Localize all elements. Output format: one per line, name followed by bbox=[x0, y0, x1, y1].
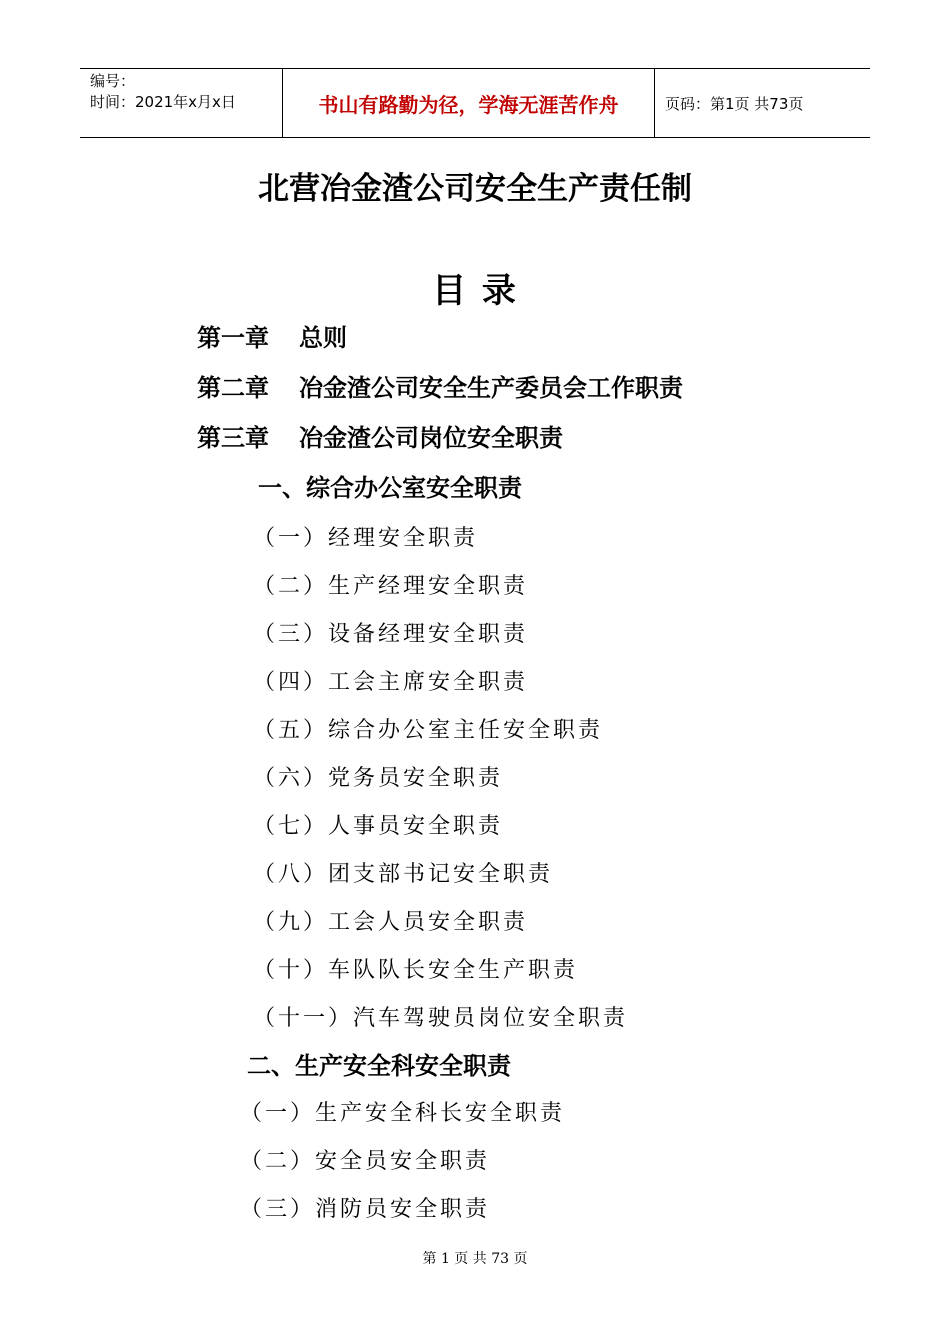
toc-chapter-3[interactable] bbox=[197, 418, 563, 453]
toc-item[interactable]: （十）车队队长安全生产职责 bbox=[253, 958, 579, 983]
toc-chapter-2[interactable] bbox=[197, 368, 683, 403]
header-left-cell bbox=[80, 69, 282, 137]
toc-item[interactable]: （三）消防员安全职责 bbox=[240, 1197, 491, 1222]
chapter-title: 冶金渣公司安全生产委员会工作职责 bbox=[299, 374, 683, 402]
toc-item[interactable]: （七）人事员安全职责 bbox=[253, 814, 504, 839]
chapter-number: 第二章 bbox=[197, 374, 269, 402]
header-table bbox=[80, 68, 870, 138]
page-footer: 第 1 页 共 73 页 bbox=[422, 1251, 528, 1267]
toc-section-1[interactable]: 一、综合办公室安全职责 bbox=[258, 474, 522, 502]
toc-item[interactable]: （十一）汽车驾驶员岗位安全职责 bbox=[253, 1006, 629, 1031]
toc-item[interactable]: （四）工会主席安全职责 bbox=[253, 670, 529, 695]
toc-chapter-1[interactable] bbox=[197, 318, 347, 353]
toc-item[interactable]: （五）综合办公室主任安全职责 bbox=[253, 718, 604, 743]
toc-item[interactable]: （一）生产安全科长安全职责 bbox=[240, 1101, 566, 1126]
toc-item[interactable]: （八）团支部书记安全职责 bbox=[253, 862, 554, 887]
toc-item[interactable]: （九）工会人员安全职责 bbox=[253, 910, 529, 935]
toc-section-2[interactable]: 二、生产安全科安全职责 bbox=[247, 1052, 511, 1080]
chapter-title: 总则 bbox=[299, 324, 347, 352]
toc-item[interactable]: （二）安全员安全职责 bbox=[240, 1149, 491, 1174]
page-info: 页码：第1页 共73页 bbox=[665, 94, 804, 113]
document-title: 北营冶金渣公司安全生产责任制 bbox=[258, 171, 692, 207]
number-label: 编号： bbox=[90, 72, 136, 90]
toc-item[interactable]: （一）经理安全职责 bbox=[253, 526, 479, 551]
chapter-title: 冶金渣公司岗位安全职责 bbox=[299, 424, 563, 452]
toc-item[interactable]: （三）设备经理安全职责 bbox=[253, 622, 529, 647]
time-label: 时间：2021年x月x日 bbox=[90, 93, 236, 111]
toc-item[interactable]: （六）党务员安全职责 bbox=[253, 766, 504, 791]
toc-title: 目 录 bbox=[432, 271, 518, 311]
toc-item[interactable]: （二）生产经理安全职责 bbox=[253, 574, 529, 599]
motto: 书山有路勤为径，学海无涯苦作舟 bbox=[282, 69, 655, 137]
chapter-number: 第一章 bbox=[197, 324, 269, 352]
chapter-number: 第三章 bbox=[197, 424, 269, 452]
